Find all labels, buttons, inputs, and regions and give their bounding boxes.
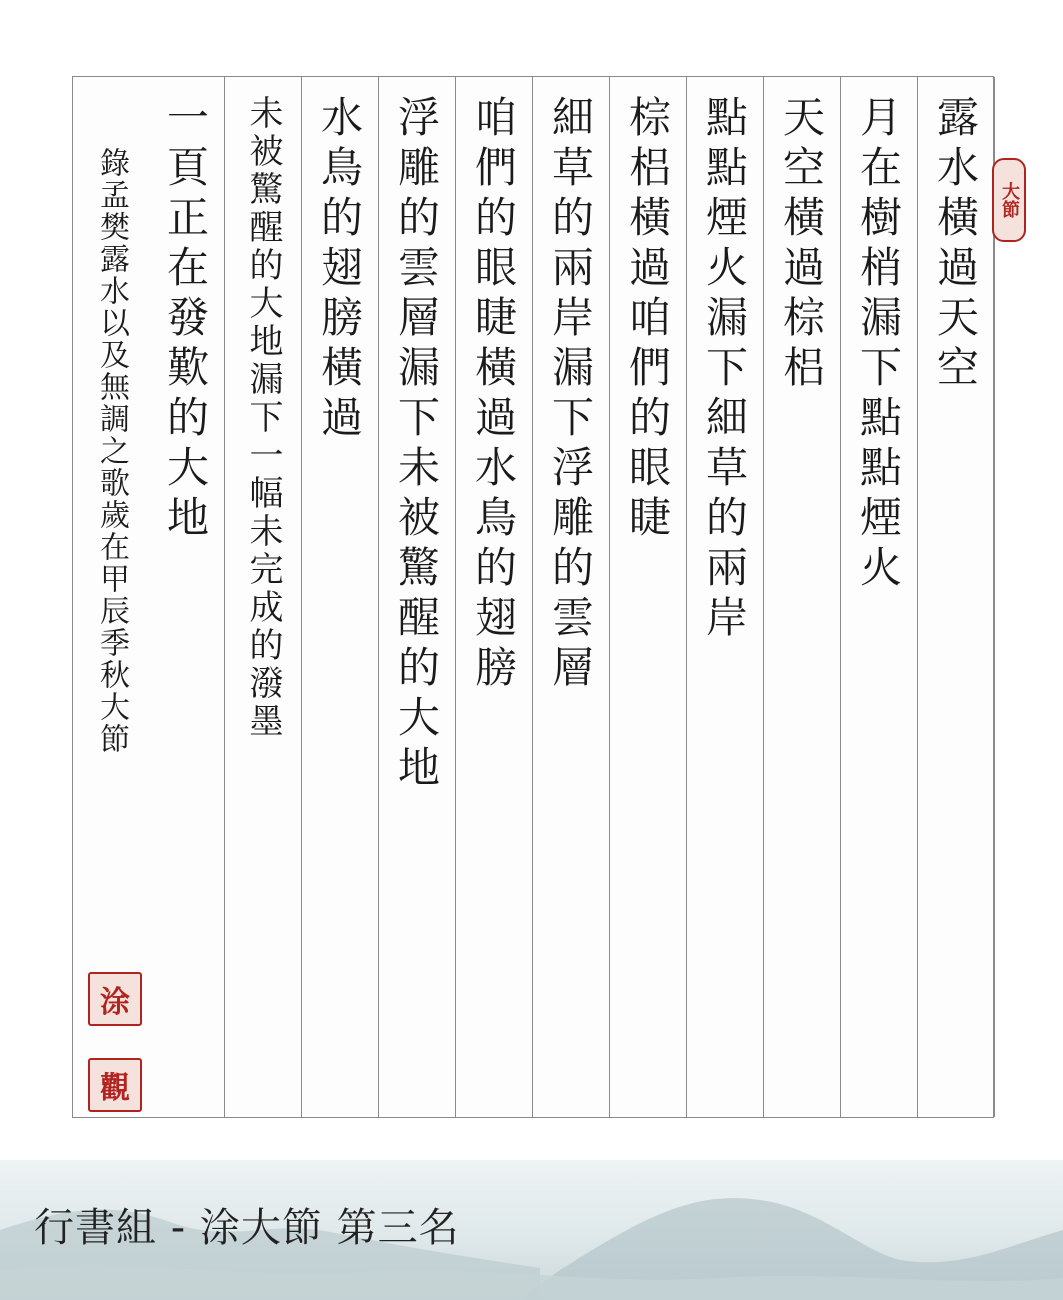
poem-line-8: 浮雕的雲層漏下未被驚醒的大地 — [392, 95, 441, 795]
poem-line-2: 月在樹梢漏下點點煙火 — [854, 95, 903, 595]
poem-column-5 — [610, 77, 687, 1117]
poem-column-6 — [533, 77, 610, 1117]
poem-column-9 — [302, 77, 379, 1117]
poem-line-5: 棕梠橫過咱們的眼睫 — [623, 95, 672, 545]
poem-line-9: 水鳥的翅膀橫過 — [315, 95, 364, 445]
poem-line-11: 一頁正在發歎的大地 — [161, 95, 210, 545]
poem-line-7: 咱們的眼睫橫過水鳥的翅膀 — [469, 95, 518, 695]
inscription-column — [73, 77, 150, 1117]
seal-stamp-bottom: 觀 — [88, 1058, 142, 1112]
seal-stamp-top: 大節 — [992, 158, 1026, 242]
poem-column-7 — [456, 77, 533, 1117]
calligraphy-sheet — [72, 76, 994, 1118]
inscription-text: 錄孟樊露水以及無調之歌歲在甲辰季秋大節 — [94, 147, 129, 755]
award-caption: 行書組 - 涂大節 第三名 — [34, 1205, 460, 1251]
poem-column-11 — [148, 77, 225, 1117]
seal-stamp-middle: 涂 — [88, 972, 142, 1026]
poem-column-8 — [379, 77, 456, 1117]
poem-column-2 — [841, 77, 918, 1117]
poem-column-3 — [764, 77, 841, 1117]
poem-column-10 — [225, 77, 302, 1117]
poem-line-6: 細草的兩岸漏下浮雕的雲層 — [546, 95, 595, 695]
poem-line-10: 未被驚醒的大地漏下一幅未完成的潑墨 — [243, 95, 283, 741]
poem-column-1 — [918, 77, 995, 1117]
poem-line-1: 露水橫過天空 — [931, 95, 980, 395]
poem-column-4 — [687, 77, 764, 1117]
poem-line-3: 天空橫過棕梠 — [777, 95, 826, 395]
poem-line-4: 點點煙火漏下細草的兩岸 — [700, 95, 749, 645]
